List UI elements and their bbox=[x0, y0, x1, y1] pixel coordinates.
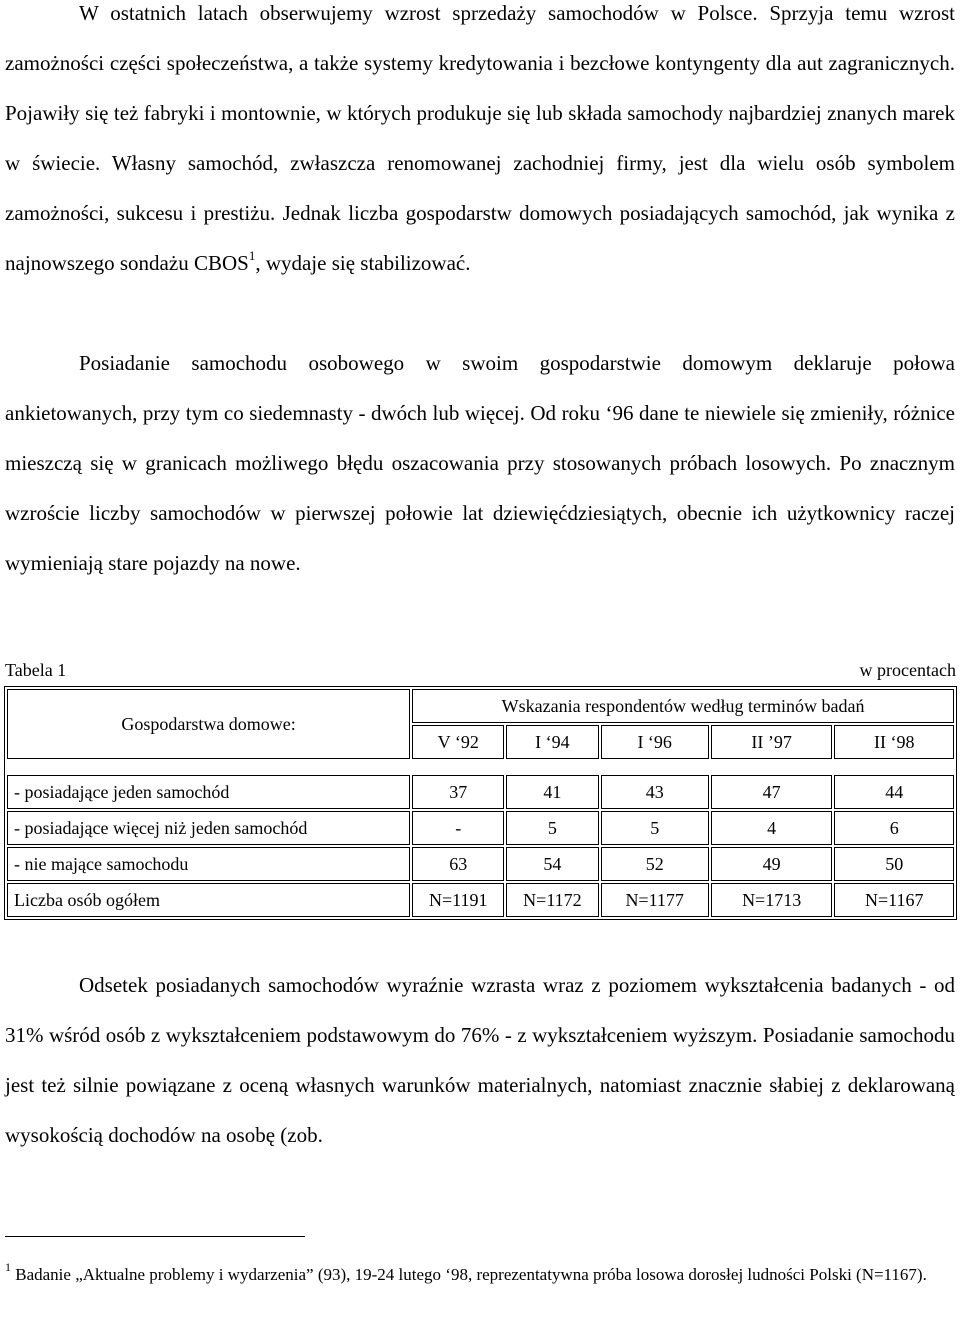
paragraph-intro-tail: , wydaje się stabilizować. bbox=[255, 251, 471, 275]
column-header: I ‘96 bbox=[601, 725, 709, 759]
column-header: V ‘92 bbox=[412, 725, 504, 759]
table-title: Tabela 1 bbox=[5, 660, 67, 680]
table-cell: - bbox=[412, 811, 504, 845]
column-header: II ’97 bbox=[711, 725, 833, 759]
table-cell: 47 bbox=[711, 775, 833, 809]
table-cell: N=1177 bbox=[601, 883, 709, 917]
paragraph-education: Odsetek posiadanych samochodów wyraźnie wzrasta wraz z poziomem wykształcenia badanych - od 31% wśród osób z wykształceniem podstawowym do 76% - z wykształceniem wyższym. Posiadanie samochodu jest też silnie powiązane z oceną własnych warunków materialnych, natomiast znacznie słabiej z deklarowaną wysokością dochodów na osobę (zob. bbox=[5, 973, 955, 1147]
table-caption bbox=[5, 660, 956, 684]
footnote-text: Badanie „Aktualne problemy i wydarzenia” (93), 19-24 lutego ‘98, reprezentatywna próba losowa dorosłej ludności Polski (N=1167). bbox=[11, 1265, 927, 1284]
footnote-reference[interactable]: 1 bbox=[248, 248, 256, 263]
footnote-separator bbox=[5, 1236, 305, 1237]
table-cell: 5 bbox=[506, 811, 598, 845]
table-cell: 37 bbox=[412, 775, 504, 809]
table-cell: N=1191 bbox=[412, 883, 504, 917]
row-label: Liczba osób ogółem bbox=[7, 883, 410, 917]
table-cell: 5 bbox=[601, 811, 709, 845]
table-cell: 63 bbox=[412, 847, 504, 881]
row-label: - posiadające więcej niż jeden samochód bbox=[7, 811, 410, 845]
table-cell: N=1713 bbox=[711, 883, 833, 917]
table-unit: w procentach bbox=[859, 660, 956, 680]
table-cell: 49 bbox=[711, 847, 833, 881]
table-cell: 52 bbox=[601, 847, 709, 881]
car-ownership-table bbox=[4, 686, 957, 920]
table-row bbox=[7, 775, 954, 809]
footnote-marker: 1 bbox=[5, 1260, 11, 1275]
table-cell: N=1172 bbox=[506, 883, 598, 917]
column-header: I ‘94 bbox=[506, 725, 598, 759]
table-cell: 41 bbox=[506, 775, 598, 809]
table-cell: 43 bbox=[601, 775, 709, 809]
table-cell: 4 bbox=[711, 811, 833, 845]
row-header-cell: Gospodarstwa domowe: bbox=[7, 689, 410, 759]
column-header: II ‘98 bbox=[834, 725, 954, 759]
row-label: - posiadające jeden samochód bbox=[7, 775, 410, 809]
footnote bbox=[5, 1260, 956, 1287]
table-cell: N=1167 bbox=[834, 883, 954, 917]
table-cell: 44 bbox=[834, 775, 954, 809]
paragraph-ownership: Posiadanie samochodu osobowego w swoim gospodarstwie domowym deklaruje połowa ankietowanych, przy tym co siedemnasty - dwóch lub więcej. Od roku ‘96 dane te niewiele się zmieniły, różnice mieszczą się w granicach możliwego błędu oszacowania przy stosowanych próbach losowych. Po znacznym wzroście liczby samochodów w pierwszej połowie lat dziewięćdziesiątych, obecnie ich użytkownicy raczej wymieniają stare pojazdy na nowe. bbox=[5, 351, 955, 575]
table-row-total bbox=[7, 883, 954, 917]
table-cell: 54 bbox=[506, 847, 598, 881]
table-cell: 50 bbox=[834, 847, 954, 881]
group-header-cell: Wskazania respondentów według terminów badań bbox=[412, 689, 954, 723]
row-label: - nie mające samochodu bbox=[7, 847, 410, 881]
table-row bbox=[7, 847, 954, 881]
paragraph-intro bbox=[5, 0, 955, 288]
table-cell: 6 bbox=[834, 811, 954, 845]
table-row bbox=[7, 811, 954, 845]
paragraph-intro-text: W ostatnich latach obserwujemy wzrost sprzedaży samochodów w Polsce. Sprzyja temu wzrost zamożności części społeczeństwa, a także systemy kredytowania i bezcłowe kontyngenty dla aut zagranicznych. Pojawiły się też fabryki i montownie, w których produkuje się lub składa samochody najbardziej znanych marek w świecie. Własny samochód, zwłaszcza renomowanej zachodniej firmy, jest dla wielu osób symbolem zamożności, sukcesu i prestiżu. Jednak liczba gospodarstw domowych posiadających samochód, jak wynika z najnowszego sondażu CBOS bbox=[5, 1, 955, 275]
